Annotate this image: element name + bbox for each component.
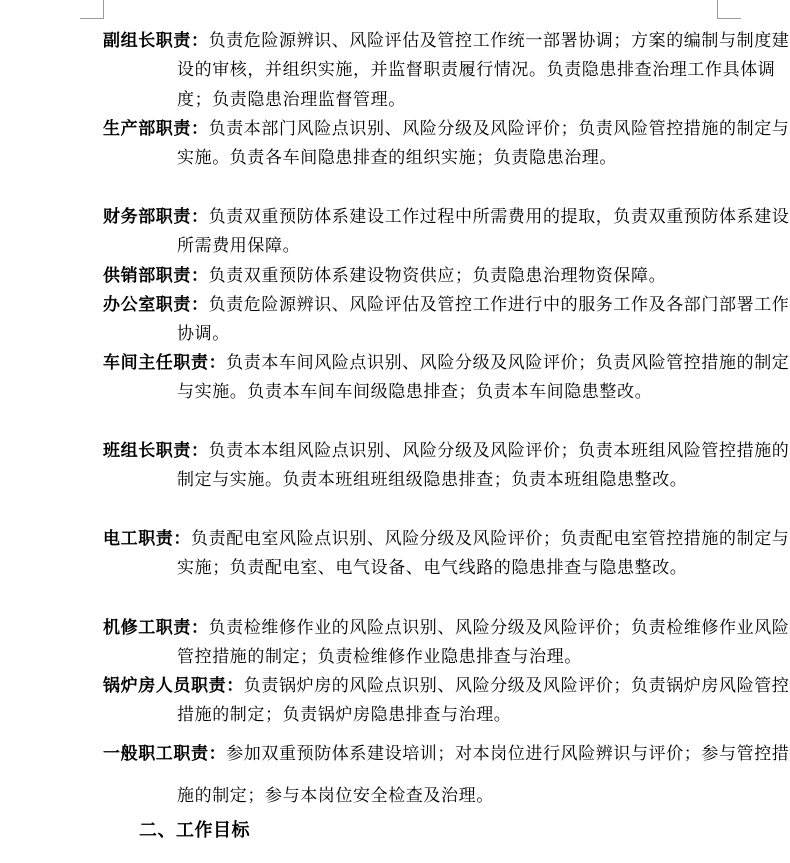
duty-paragraph-boiler-room bbox=[103, 672, 790, 731]
duty-paragraph-workshop-director bbox=[103, 349, 790, 408]
duty-text: 负责配电室风险点识别、风险分级及风险评价；负责配电室管控措施的制定与实施；负责配电室、电气设备、电气线路的隐患排查与隐患整改。 bbox=[177, 529, 790, 579]
duty-text: 负责本车间风险点识别、风险分级及风险评价；负责风险管控措施的制定与实施。负责本车间车间级隐患排查；负责本车间隐患整改。 bbox=[177, 353, 790, 403]
duty-label: 生产部职责： bbox=[103, 119, 209, 139]
duty-text: 负责锅炉房的风险点识别、风险分级及风险评价；负责锅炉房风险管控措施的制定；负责锅炉房隐患排查与治理。 bbox=[177, 676, 790, 726]
duty-paragraph-supply bbox=[103, 262, 790, 291]
duty-text: 负责本部门风险点识别、风险分级及风险评价；负责风险管控措施的制定与实施。负责各车间隐患排查的组织实施；负责隐患治理。 bbox=[177, 119, 790, 169]
duty-paragraph-general-staff bbox=[103, 733, 790, 817]
duty-paragraph-finance bbox=[103, 203, 790, 262]
duty-label: 电工职责： bbox=[103, 529, 191, 549]
duty-text: 负责危险源辨识、风险评估及管控工作统一部署协调；方案的编制与制度建设的审核，并组织实施，并监督职责履行情况。负责隐患排查治理工作具体调度；负责隐患治理监督管理。 bbox=[177, 31, 790, 110]
duty-label: 车间主任职责： bbox=[103, 353, 227, 373]
duty-text: 负责检维修作业的风险点识别、风险分级及风险评价；负责检维修作业风险管控措施的制定；负责检维修作业隐患排查与治理。 bbox=[177, 618, 790, 668]
crop-mark bbox=[717, 0, 718, 18]
duty-paragraph-team-leader bbox=[103, 437, 790, 496]
duty-text: 负责双重预防体系建设物资供应；负责隐患治理物资保障。 bbox=[208, 266, 667, 286]
duty-text: 负责双重预防体系建设工作过程中所需费用的提取，负责双重预防体系建设所需费用保障。 bbox=[177, 207, 790, 257]
duty-paragraph-production bbox=[103, 115, 790, 174]
duty-label: 机修工职责： bbox=[103, 618, 209, 638]
duty-label: 一般职工职责： bbox=[103, 744, 227, 764]
duty-label: 供销部职责： bbox=[103, 266, 209, 286]
duty-label: 锅炉房人员职责： bbox=[103, 676, 244, 696]
duty-label: 班组长职责： bbox=[103, 441, 209, 461]
duty-text: 参加双重预防体系建设培训；对本岗位进行风险辨识与评价；参与管控措施的制定；参与本岗位安全检查及治理。 bbox=[177, 744, 790, 806]
duty-paragraph-deputy-leader bbox=[103, 27, 790, 115]
duty-label: 副组长职责： bbox=[103, 31, 209, 51]
duty-paragraph-mechanic bbox=[103, 614, 790, 673]
crop-mark bbox=[717, 18, 741, 19]
section-heading: 二、工作目标 bbox=[139, 820, 250, 841]
duty-paragraph-office bbox=[103, 291, 790, 350]
duty-paragraph-electrician bbox=[103, 525, 790, 584]
duty-label: 财务部职责： bbox=[103, 207, 209, 227]
duty-text: 负责本本组风险点识别、风险分级及风险评价；负责本班组风险管控措施的制定与实施。负责本班组班组级隐患排查；负责本班组隐患整改。 bbox=[177, 441, 790, 491]
crop-mark bbox=[103, 0, 104, 18]
crop-mark bbox=[80, 18, 104, 19]
duty-text: 负责危险源辨识、风险评估及管控工作进行中的服务工作及各部门部署工作协调。 bbox=[177, 295, 790, 345]
duty-label: 办公室职责： bbox=[103, 295, 209, 315]
